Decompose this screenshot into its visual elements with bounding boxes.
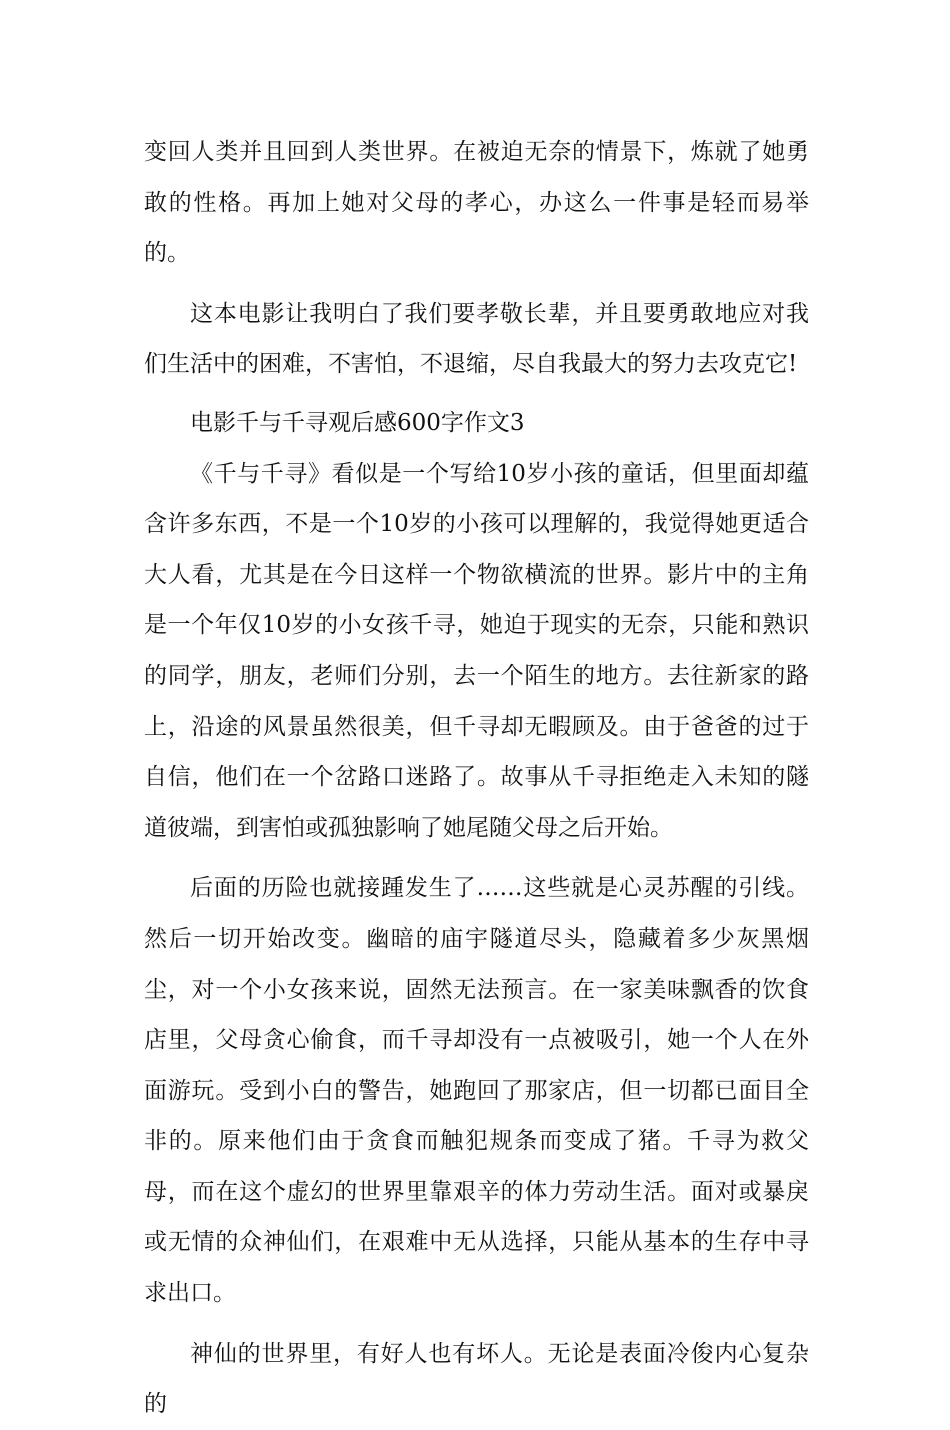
section-heading: 电影千与千寻观后感600字作文3 [190, 409, 525, 436]
paragraph-gods-world: 神仙的世界里，有好人也有坏人。无论是表面冷俊内心复杂的 [144, 1340, 809, 1418]
paragraph-conclusion: 这本电影让我明白了我们要孝敬长辈，并且要勇敢地应对我们生活中的困难，不害怕，不退缩，尽自我最大的努力去攻克它! [144, 300, 809, 378]
paragraph-adventure: 后面的历险也就接踵发生了……这些就是心灵苏醒的引线。然后一切开始改变。幽暗的庙宇隧道尽头，隐藏着多少灰黑烟尘，对一个小女孩来说，固然无法预言。在一家美味飘香的饮食店里，父母贪心偷食，而千寻却没有一点被吸引，她一个人在外面游玩。受到小白的警告，她跑回了那家店，但一切都已面目全非的。原来他们由于贪食而触犯规条而变成了猪。千寻为救父母，而在这个虚幻的世界里靠艰辛的体力劳动生活。面对或暴戾或无情的众神仙们，在艰难中无从选择，只能从基本的生存中寻求出口。 [144, 875, 809, 1307]
paragraph-continuation: 变回人类并且回到人类世界。在被迫无奈的情景下，炼就了她勇敢的性格。再加上她对父母的孝心，办这么一件事是轻而易举的。 [144, 139, 809, 267]
document-body [144, 127, 809, 1430]
paragraph-intro: 《千与千寻》看似是一个写给10岁小孩的童话，但里面却蕴含许多东西，不是一个10岁的小孩可以理解的，我觉得她更适合大人看，尤其是在今日这样一个物欲横流的世界。影片中的主角是一个年仅10岁的小女孩千寻，她迫于现实的无奈，只能和熟识的同学，朋友，老师们分别，去一个陌生的地方。去往新家的路上，沿途的风景虽然很美，但千寻却无暇顾及。由于爸爸的过于自信，他们在一个岔路口迷路了。故事从千寻拒绝走入未知的隧道彼端，到害怕或孤独影响了她尾随父母之后开始。 [144, 460, 809, 841]
